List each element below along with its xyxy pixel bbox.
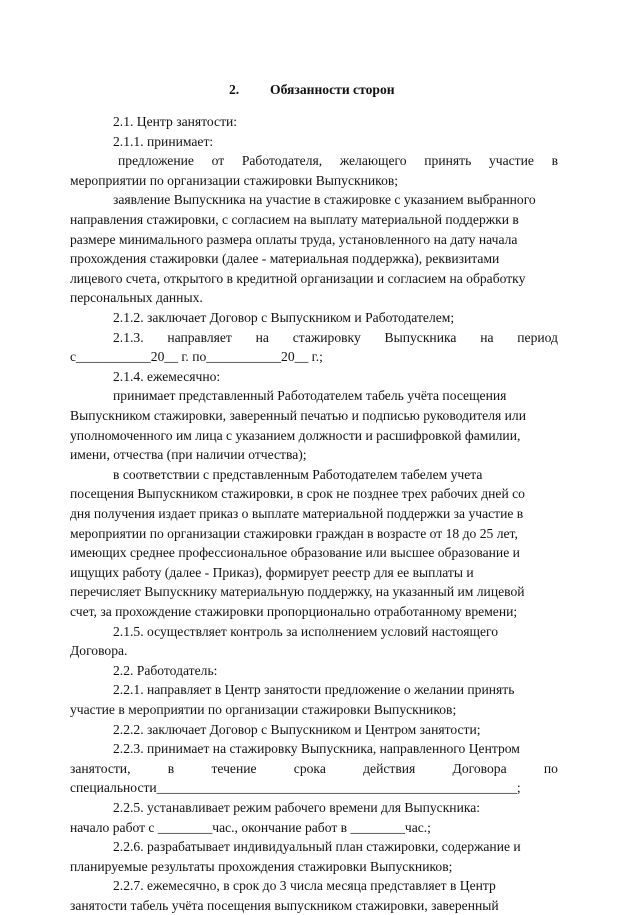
word: срока [293,761,326,776]
paragraph-2-2-6-line-1: 2.2.6. разрабатывает индивидуальный план стажировки, содержание и [113,839,521,854]
order-line-1: в соответствии с представленным Работодателем табелем учета [113,467,483,482]
offer-line-2: мероприятии по организации стажировки Выпускников; [70,173,399,188]
order-line-7: перечисляет Выпускнику материальную поддержку, на указанный им лицевой [70,584,525,599]
word: по [543,761,558,776]
paragraph-2-2-5-line-1: 2.2.5. устанавливает режим рабочего времени для Выпускника: [113,800,481,815]
word: 2.1.3. [113,330,144,345]
order-line-2: посещения Выпускником стажировки, в срок не позднее трех рабочих дней со [70,486,525,501]
word: действия [363,761,416,776]
word: участие [488,153,534,168]
paragraph-2-1-5-line-2: Договора. [70,643,128,658]
application-line-2: направления стажировки, с согласием на выплату материальной поддержки в [70,212,519,227]
word: течение [211,761,257,776]
paragraph-2-2-1-line-2: участие в мероприятии по организации стажировки Выпускников; [70,702,457,717]
word: занятости, [70,761,131,776]
paragraph-2-1: 2.1. Центр занятости: [113,114,238,129]
paragraph-2-2: 2.2. Работодатель: [113,663,218,678]
timesheet-line-3: уполномоченного им лица с указанием должности и расшифровкой фамилии, [70,428,521,443]
word: предложение [118,153,194,168]
word: в [551,153,558,168]
section-title: Обязанности сторон [270,82,395,97]
application-line-1: заявление Выпускника на участие в стажировке с указанием выбранного [113,192,536,207]
section-number: 2. [229,82,240,97]
order-line-3: дня получения издает приказ о выплате материальной поддержки за участие в [70,506,524,521]
application-line-4: прохождения стажировки (далее - материальная поддержка), реквизитами [70,251,500,266]
word: желающего [339,153,407,168]
paragraph-2-2-3-line-2 [70,759,558,778]
offer-line-1 [118,151,558,170]
paragraph-2-2-3-line-1: 2.2.3. принимает на стажировку Выпускника, направленного Центром [113,741,520,756]
paragraph-2-1-3-line-2: с___________20__ г. по___________20__ г.; [70,349,323,364]
application-line-6: персональных данных. [70,290,203,305]
word: Работодателя, [241,153,323,168]
paragraph-2-1-5-line-1: 2.1.5. осуществляет контроль за исполнением условий настоящего [113,624,499,639]
paragraph-2-1-4: 2.1.4. ежемесячно: [113,369,221,384]
word: в [167,761,175,776]
timesheet-line-4: имени, отчества (при наличии отчества); [70,447,307,462]
word: Выпускника [384,330,457,345]
order-line-8: счет, за прохождение стажировки пропорционально отработанному времени; [70,604,518,619]
paragraph-2-2-7-line-1: 2.2.7. ежемесячно, в срок до 3 числа месяца представляет в Центр [113,878,496,893]
order-line-4: мероприятии по организации стажировки граждан в возрасте от 18 до 25 лет, [70,526,518,541]
paragraph-2-2-6-line-2: планируемые результаты прохождения стажировки Выпускников; [70,859,453,874]
application-line-5: лицевого счета, открытого в кредитной организации и согласием на обработку [70,271,526,286]
timesheet-line-2: Выпускником стажировки, заверенный печатью и подписью руководителя или [70,408,526,423]
paragraph-2-1-1: 2.1.1. принимает: [113,134,214,149]
word: направляет [167,330,232,345]
word: на [480,330,494,345]
paragraph-2-1-2: 2.1.2. заключает Договор с Выпускником и Работодателем; [113,310,455,325]
word: от [211,153,225,168]
timesheet-line-1: принимает представленный Работодателем табель учёта посещения [113,388,507,403]
order-line-6: ищущих работу (далее - Приказ), формирует реестр для ее выплаты и [70,565,474,580]
word: принять [424,153,472,168]
order-line-5: имеющих среднее профессиональное образование или высшее образование и [70,545,520,560]
word: Договора [452,761,507,776]
application-line-3: размере минимального размера оплаты труда, установленного на дату начала [70,232,518,247]
word: на [255,330,269,345]
paragraph-2-1-3-line-1 [113,328,558,347]
paragraph-2-2-7-line-2: занятости табель учёта посещения выпускником стажировки, заверенный [70,898,499,913]
paragraph-2-2-5-line-2: начало работ с ________час., окончание работ в ________час.; [70,820,431,835]
word: период [517,330,558,345]
paragraph-2-2-2: 2.2.2. заключает Договор с Выпускником и Центром занятости; [113,722,481,737]
paragraph-2-2-3-line-3: специальности_____________________________________________________; [70,780,521,795]
word: стажировку [292,330,361,345]
paragraph-2-2-1-line-1: 2.2.1. направляет в Центр занятости предложение о желании принять [113,682,515,697]
